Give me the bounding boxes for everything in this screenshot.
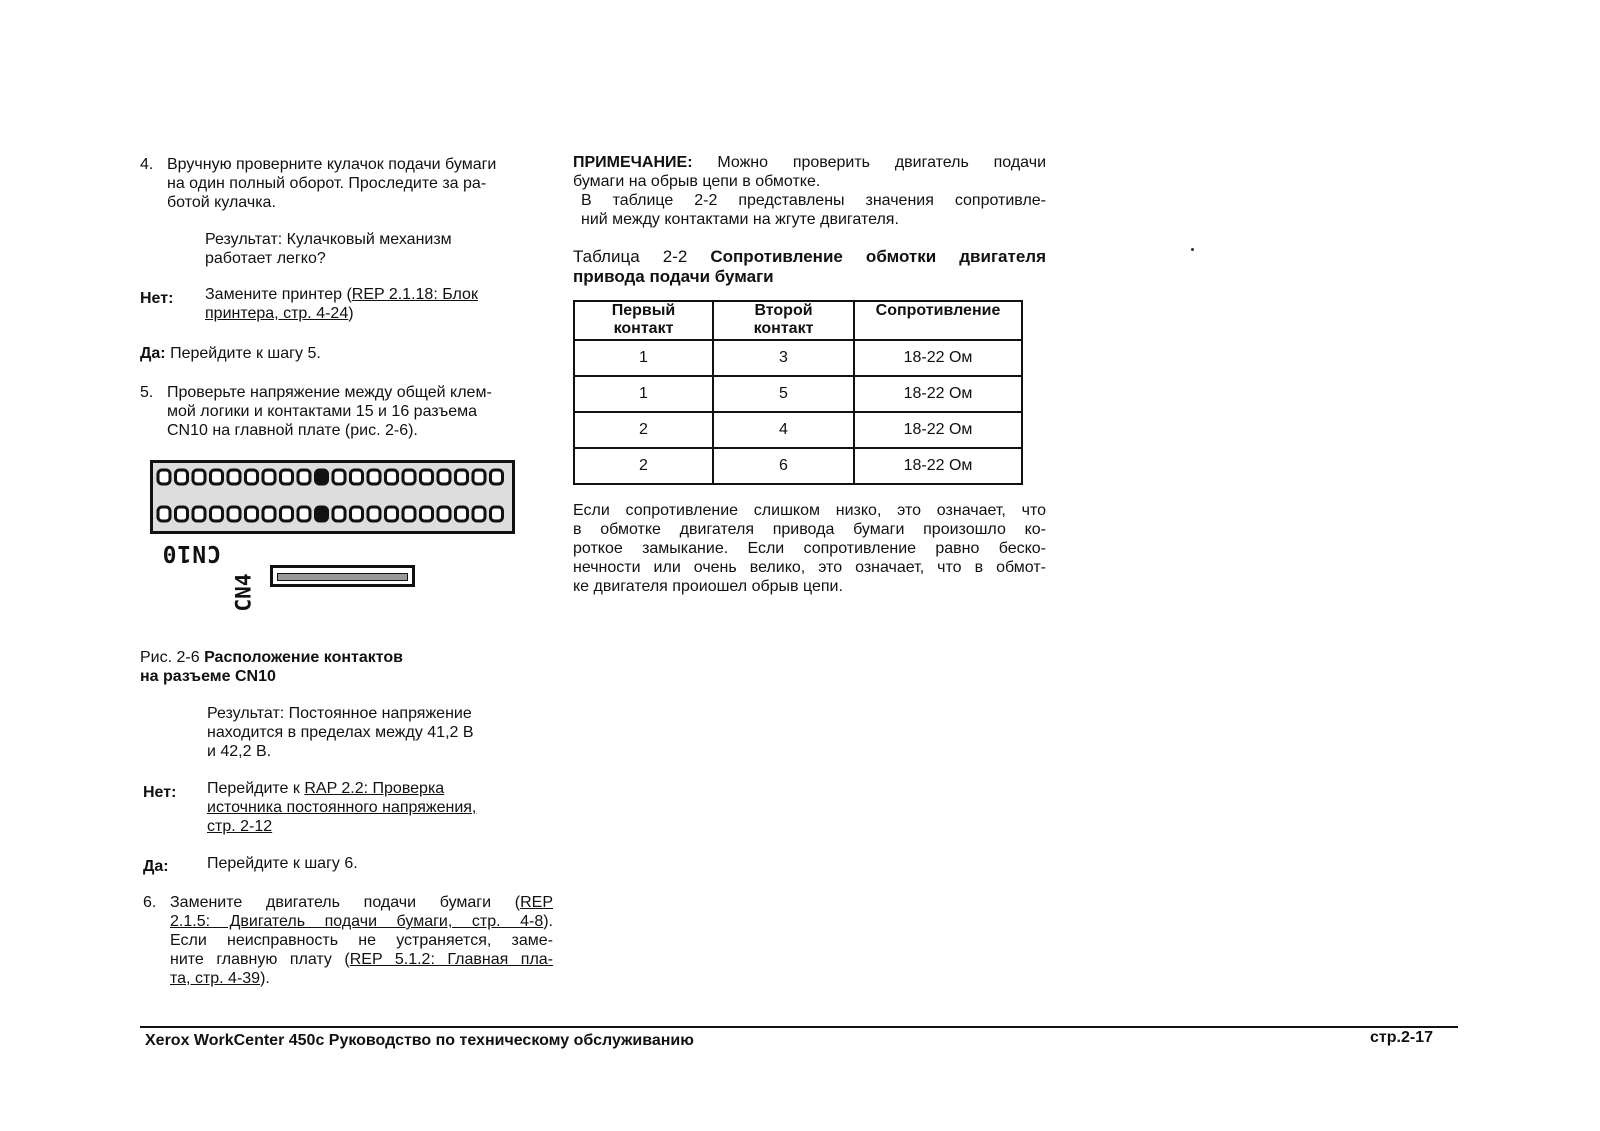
connector-pin <box>351 470 363 484</box>
connector-pin <box>491 507 503 521</box>
connector-pin <box>456 470 468 484</box>
no-label: Нет: <box>140 290 174 307</box>
yes-text: Перейдите к шагу 6. <box>207 855 358 872</box>
connector-pin <box>368 470 380 484</box>
rep-link-cont[interactable]: 2.1.5: Двигатель подачи бумаги, стр. 4-8 <box>170 913 544 930</box>
no-label: Нет: <box>143 784 177 801</box>
step-text: Замените двигатель подачи бумаги (REP 2.1.5: Двигатель подачи бумаги, стр. 4-8). Если неисправность не устраняется, заме- ните главную плату (REP 5.1.2: Главная пла- та, стр. 4-39). <box>170 894 554 987</box>
connector-pin <box>473 470 485 484</box>
note-block: ПРИМЕЧАНИЕ: Можно проверить двигатель подачи бумаги на обрыв цепи в обмотке. <box>573 154 1046 190</box>
yes-label: Да: <box>143 858 169 875</box>
no-text: Замените принтер (REP 2.1.18: Блок принтера, стр. 4-24) <box>205 286 478 322</box>
connector-pin <box>421 470 433 484</box>
table-row: 1 5 18-22 Ом <box>574 376 1022 412</box>
connector-pin <box>386 507 398 521</box>
connector-pin <box>438 470 450 484</box>
connector-pin <box>333 507 345 521</box>
cn4-label-box <box>231 565 269 623</box>
connector-pin <box>281 507 293 521</box>
connector-pin <box>176 507 188 521</box>
footer-title: Xerox WorkCenter 450c Руководство по техническому обслуживанию <box>145 1032 694 1049</box>
note-label: ПРИМЕЧАНИЕ: <box>573 154 693 171</box>
connector-pin <box>316 507 328 521</box>
step-text: Вручную проверните кулачок подачи бумаги на один полный оборот. Проследите за ра- ботой кулачка. <box>167 156 497 211</box>
cn10-label-box <box>151 540 221 569</box>
step-text: Проверьте напряжение между общей клем- мой логики и контактами 15 и 16 разъема CN10 на главной плате (рис. 2-6). <box>167 384 492 439</box>
connector-pin <box>403 470 415 484</box>
connector-pin <box>246 507 258 521</box>
intro-paragraph: В таблице 2-2 представлены значения сопротивле- ний между контактами на жгуте двигателя. <box>581 192 1046 228</box>
connector-pin <box>421 507 433 521</box>
connector-pin <box>491 470 503 484</box>
connector-pin <box>438 507 450 521</box>
connector-pin <box>316 470 328 484</box>
no-text: Перейдите к RAP 2.2: Проверка источника постоянного напряжения, стр. 2-12 <box>207 780 477 835</box>
result-2: Результат: Постоянное напряжение находится в пределах между 41,2 В и 42,2 В. <box>207 705 474 760</box>
connector-pin <box>263 470 275 484</box>
cn10-connector-figure <box>150 460 515 534</box>
rep-link[interactable]: REP <box>520 894 553 911</box>
connector-pin <box>456 507 468 521</box>
table-row: 2 6 18-22 Ом <box>574 448 1022 484</box>
table-header-row <box>574 301 1022 340</box>
table-row: 1 3 18-22 Ом <box>574 340 1022 376</box>
rep-link[interactable]: REP 2.1.18: Блок <box>351 286 478 303</box>
yes-branch-1 <box>140 344 321 363</box>
connector-pin <box>158 470 170 484</box>
cn4-label: CN4 <box>231 573 256 612</box>
header-second-contact: Второй контакт <box>713 301 854 340</box>
header-first-contact: Первый контакт <box>574 301 713 340</box>
rep-link-cont[interactable]: принтера, стр. 4-24 <box>205 305 349 322</box>
connector-pin <box>193 470 205 484</box>
yes-label: Да: <box>140 345 166 362</box>
cn10-label: CN10 <box>161 540 221 566</box>
connector-pin <box>193 507 205 521</box>
page-number: стр.2-17 <box>1370 1029 1433 1046</box>
connector-pin <box>158 507 170 521</box>
yes-text: Перейдите к шагу 5. <box>170 345 321 362</box>
table-row: 2 4 18-22 Ом <box>574 412 1022 448</box>
connector-pin <box>281 470 293 484</box>
connector-pin <box>246 470 258 484</box>
connector-pin <box>176 470 188 484</box>
rap-link[interactable]: RAP 2.2: Проверка <box>304 780 445 797</box>
connector-pin <box>298 507 310 521</box>
rap-link-cont[interactable]: источника постоянного напряжения, <box>207 799 477 816</box>
step-number: 6. <box>143 894 157 911</box>
connector-pin <box>386 470 398 484</box>
connector-pin <box>403 507 415 521</box>
resistance-table <box>573 300 1023 485</box>
figure-caption: Рис. 2-6 Расположение контактов на разъеме CN10 <box>140 649 403 685</box>
connector-pin <box>228 507 240 521</box>
table-title: Таблица 2-2 Сопротивление обмотки двигателя привода подачи бумаги <box>573 247 1046 286</box>
connector-pin <box>333 470 345 484</box>
cn10-connector-svg <box>150 460 515 534</box>
speck <box>1191 248 1194 251</box>
step-number: 5. <box>140 384 154 401</box>
connector-pin <box>228 470 240 484</box>
cn4-connector <box>270 565 415 587</box>
footer-rule <box>140 1026 1458 1028</box>
header-resistance: Сопротивление <box>854 301 1022 340</box>
connector-pin <box>211 507 223 521</box>
step-number: 4. <box>140 156 154 173</box>
connector-pin <box>298 470 310 484</box>
connector-pin <box>368 507 380 521</box>
after-table-paragraph: Если сопротивление слишком низко, это означает, что в обмотке двигателя привода бумаги произошло ко- роткое замыкание. Если сопротивление равно беско- нечности или очень велико, это означает, что в обмот- ке двигателя проиошел обрыв цепи. <box>573 502 1046 595</box>
rep-link-board-cont[interactable]: та, стр. 4-39 <box>170 970 261 987</box>
connector-pin <box>211 470 223 484</box>
result-1: Результат: Кулачковый механизм работает легко? <box>205 231 452 267</box>
connector-pin <box>473 507 485 521</box>
connector-pin <box>351 507 363 521</box>
connector-pin <box>263 507 275 521</box>
rep-link-board[interactable]: REP 5.1.2: Главная пла- <box>349 951 554 968</box>
rap-link-page[interactable]: стр. 2-12 <box>207 818 273 835</box>
